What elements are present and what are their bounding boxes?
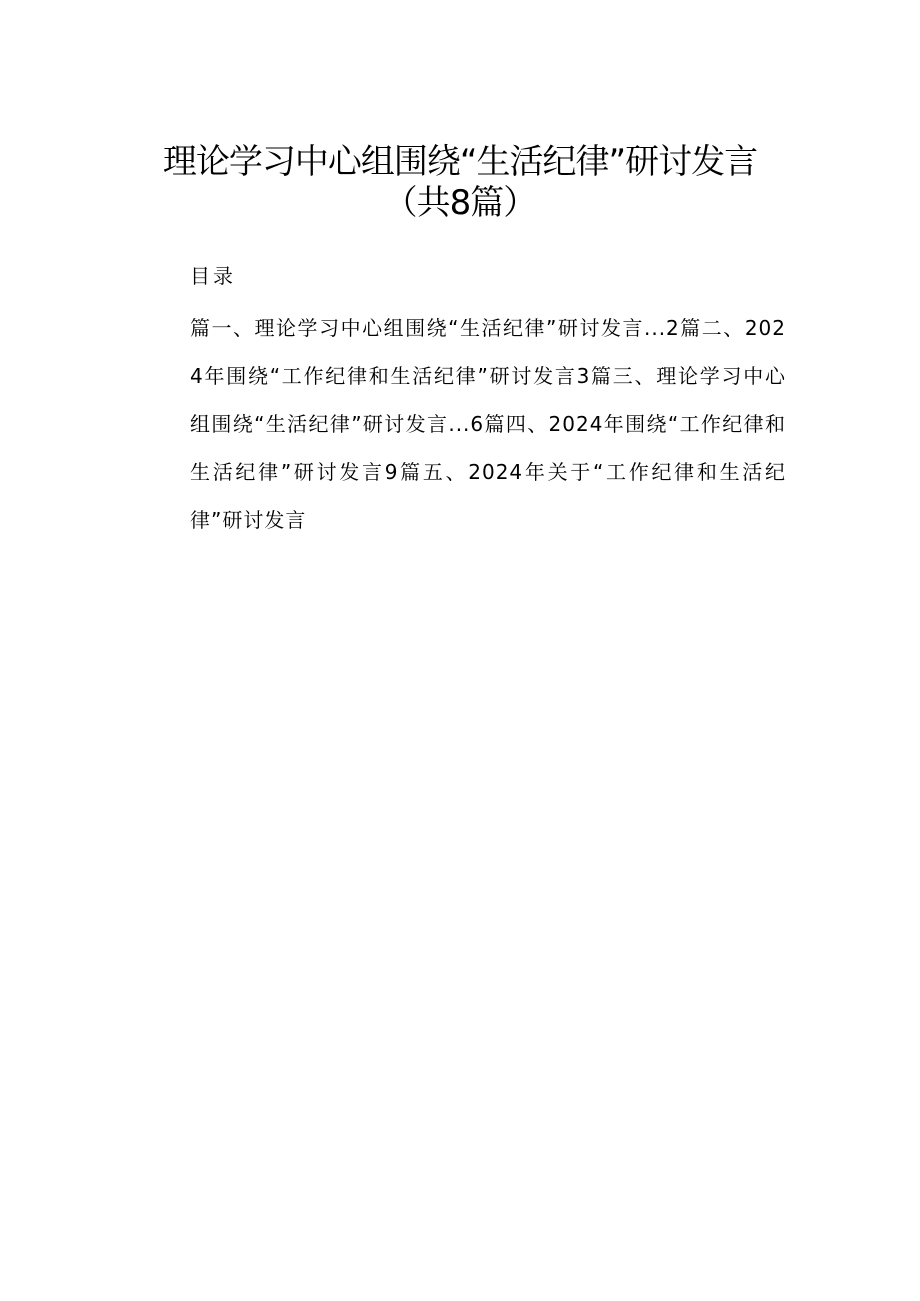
document-subtitle: （共8篇） — [383, 183, 537, 223]
document-title: 理论学习中心组围绕“生活纪律”研讨发言 — [162, 142, 758, 182]
toc-heading: 目录 — [190, 264, 236, 288]
toc-entries: 篇一、理论学习中心组围绕“生活纪律”研讨发言...2篇二、2024年围绕“工作纪律和生活纪律”研讨发言3篇三、理论学习中心组围绕“生活纪律”研讨发言...6篇四、2024年围绕“工作纪律和生活纪律”研讨发言9篇五、2024年关于“工作纪律和生活纪律”研讨发言 — [190, 316, 786, 532]
